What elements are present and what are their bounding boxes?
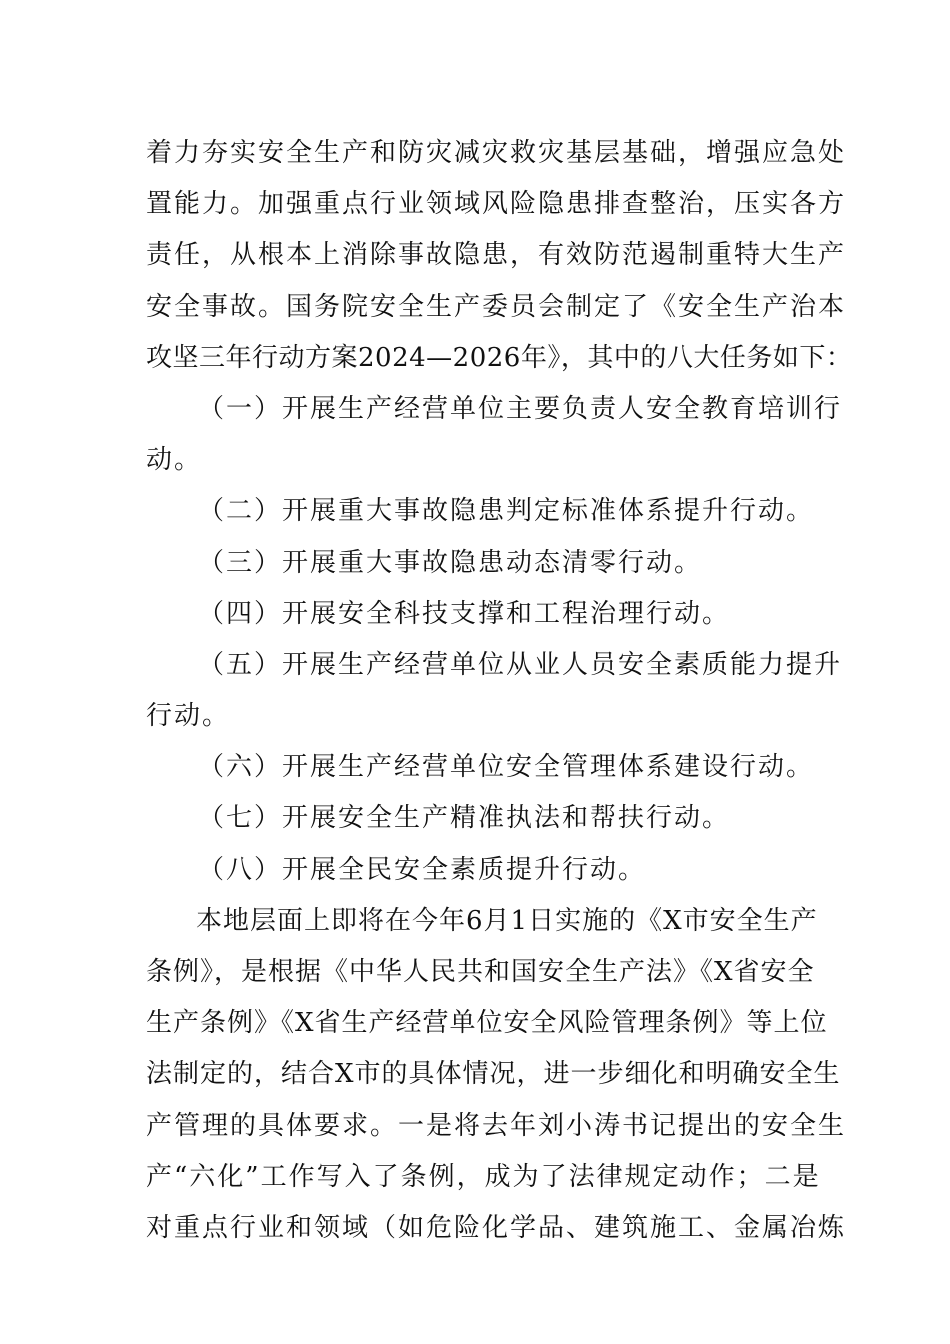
task-item-1: （一）开展生产经营单位主要负责人安全教育培训行 [198,393,843,424]
text-line: 产管理的具体要求。一是将去年刘小涛书记提出的安全生 [146,1110,847,1141]
text-line: 置能力。加强重点行业领域风险隐患排查整治，压实各方 [146,189,847,220]
task-item-2: （二）开展重大事故隐患判定标准体系提升行动。 [198,496,815,527]
paragraph-start: 本地层面上即将在今年6月1日实施的《X市安全生产 [196,905,818,936]
text-line: 责任，从根本上消除事故隐患，有效防范遏制重特大生产 [146,240,847,271]
text-line: 产“六化”工作写入了条例，成为了法律规定动作；二是 [146,1161,821,1192]
task-item-7: （七）开展安全生产精准执法和帮扶行动。 [198,803,731,834]
text-line: 对重点行业和领域（如危险化学品、建筑施工、金属冶炼 [146,1212,847,1243]
text-line: 生产条例》《X省生产经营单位安全风险管理条例》等上位 [146,1008,828,1039]
text-line: 安全事故。国务院安全生产委员会制定了《安全生产治本 [146,291,847,322]
text-line: 条例》，是根据《中华人民共和国安全生产法》《X省安全 [146,957,815,987]
task-item-4: （四）开展安全科技支撑和工程治理行动。 [198,598,731,629]
task-item-6: （六）开展生产经营单位安全管理体系建设行动。 [198,752,815,783]
text-line: 行动。 [146,701,231,732]
text-line: 攻坚三年行动方案2024—2026年》，其中的八大任务如下： [146,342,853,373]
task-item-8: （八）开展全民安全素质提升行动。 [198,854,647,885]
task-item-5: （五）开展生产经营单位从业人员安全素质能力提升 [198,649,843,680]
text-line: 着力夯实安全生产和防灾减灾救灾基层基础，增强应急处 [146,138,847,168]
text-line: 动。 [146,445,203,476]
text-line: 法制定的，结合X市的具体情况，进一步细化和明确安全生 [146,1059,841,1090]
task-item-3: （三）开展重大事故隐患动态清零行动。 [198,547,703,578]
body-text [146,128,853,1254]
